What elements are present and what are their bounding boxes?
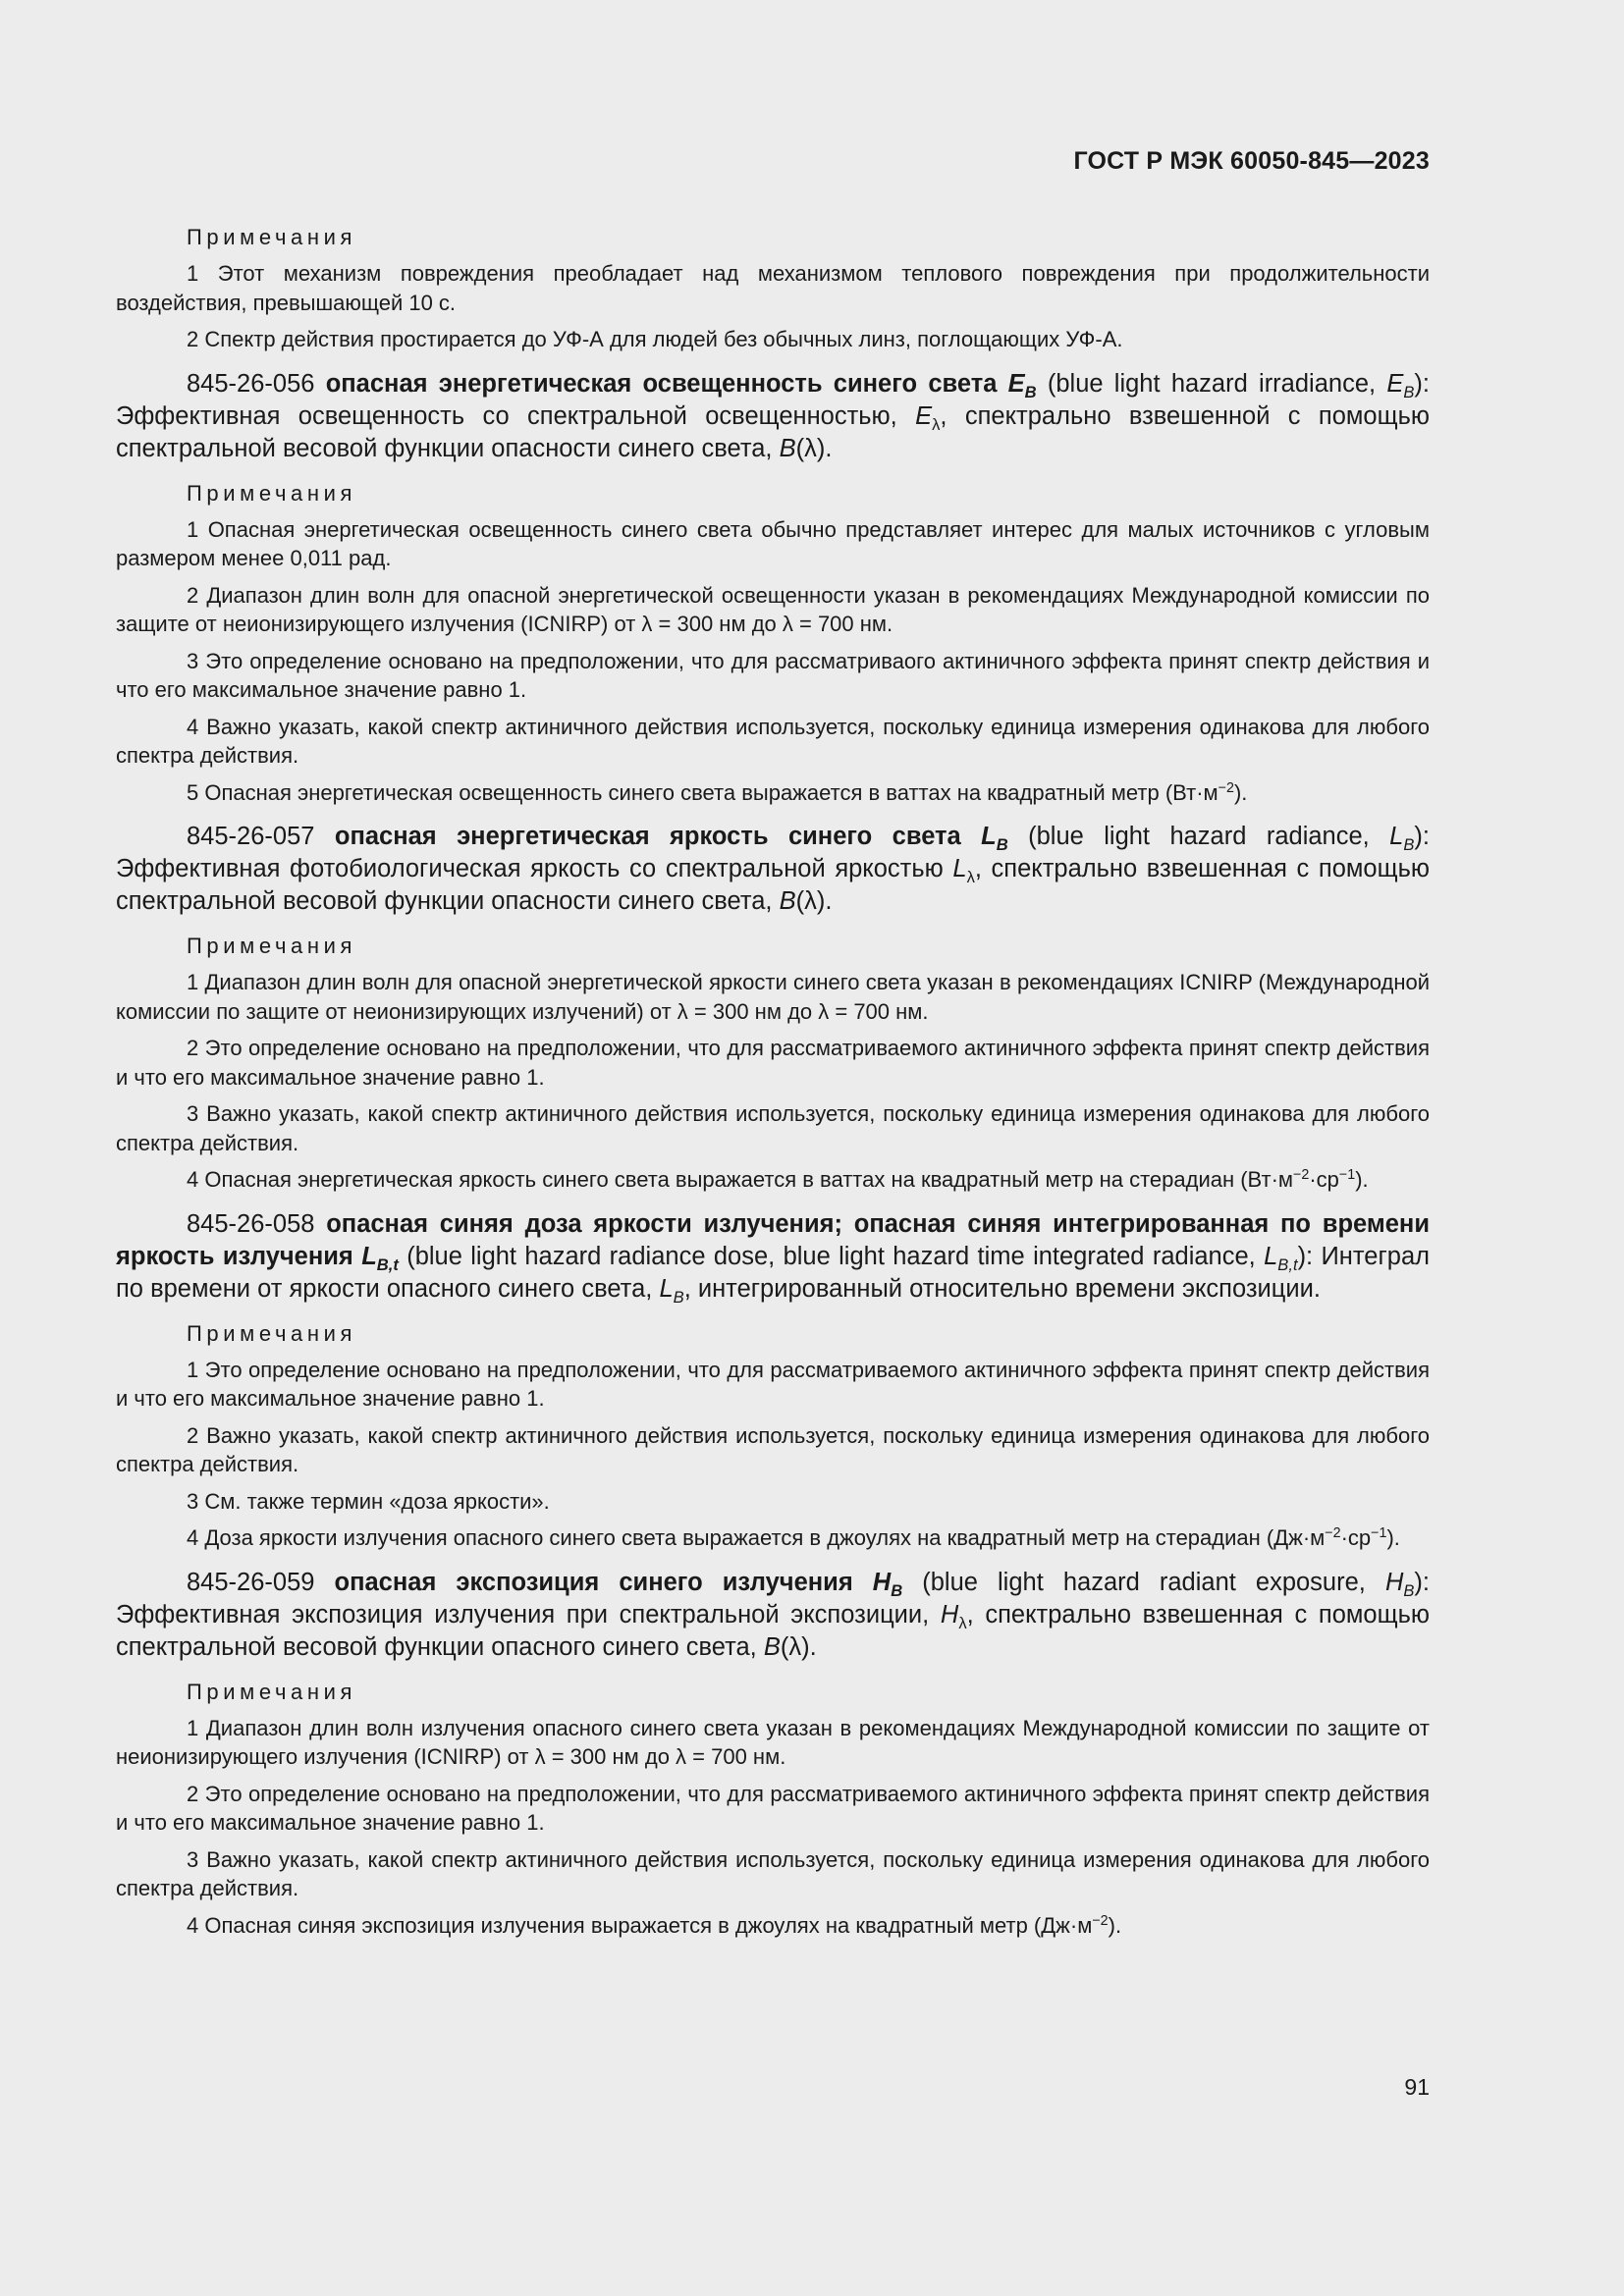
note-item: 4 Важно указать, какой спектр актиничного действия используется, поскольку единица измерения одинакова для любого спектра действия. bbox=[116, 714, 1430, 768]
note-item: 1 Диапазон длин волн для опасной энергетической яркости синего света указан в рекомендациях ICNIRP (Международной комиссии по защите от неионизирующих излучений) от λ = 300 нм до λ = 700 нм. bbox=[116, 970, 1430, 1024]
note-item-unit: 4 Доза яркости излучения опасного синего света выражается в джоулях на квадратный метр на стерадиан $(Дж\cdot м^{-2}\cdot ср^{-1})$. bbox=[187, 1525, 1400, 1550]
notes-title: Примечания bbox=[187, 225, 357, 249]
page-content bbox=[116, 225, 1430, 1948]
term-number: 845-26-058 bbox=[187, 1209, 315, 1238]
term-symbol: L bbox=[981, 823, 997, 850]
term-definition: ): Эффективная фотобиологическая яркость со спектральной яркостью bbox=[116, 823, 1430, 882]
term-symbol: H bbox=[872, 1568, 892, 1596]
note-item-unit: 4 Опасная синяя экспозиция излучения выражается в джоулях на квадратный метр $(Дж\cdot м^{-2})$. bbox=[187, 1912, 1122, 1938]
term-definition: ): Эффективная освещенность со спектральной освещенностью, bbox=[116, 369, 1430, 430]
note-item: 3 Это определение основано на предположении, что для рассматриваого актиничного эффекта принят спектр действия и что его максимальное значение равно 1. bbox=[116, 648, 1430, 702]
term-number: 845-26-059 bbox=[187, 1568, 315, 1596]
term-symbol: L bbox=[361, 1242, 377, 1270]
note-item: 3 Важно указать, какой спектр актиничного действия используется, поскольку единица измерения одинакова для любого спектра действия. bbox=[116, 1846, 1430, 1900]
term-number: 845-26-056 bbox=[187, 369, 315, 398]
note-item: 1 Это определение основано на предположении, что для рассматриваемого актиничного эффекта принят спектр действия и что его максимальное значение равно 1. bbox=[116, 1357, 1430, 1411]
notes-title: Примечания bbox=[187, 1320, 357, 1346]
term-english: blue light hazard irradiance, bbox=[1056, 369, 1377, 398]
notes-title: Примечания bbox=[187, 480, 357, 506]
note-item: 3 См. также термин «доза яркости». bbox=[187, 1488, 550, 1514]
term-number: 845-26-057 bbox=[187, 823, 315, 850]
term-name: опасная энергетическая освещенность синего света $E_B$ bbox=[325, 369, 1037, 401]
term-entry-845-26-056: 845-26-056 опасная энергетическая освещенность синего света $E_B$ (blue light hazard irradiance, $E_B$): Эффективная освещенность со спектральной освещенностью, $E_\lambda$, спектрально взвешенной с помощью спектральной весовой функции опасности синего света, B(λ). bbox=[116, 369, 1430, 462]
term-name: опасная энергетическая яркость синего света $L_B$ bbox=[334, 823, 1008, 854]
term-entry-845-26-059: 845-26-059 опасная экспозиция синего излучения $H_B$ (blue light hazard radiant exposure, $H_B$): Эффективная экспозиция излучения при спектральной экспозиции, $H_\lambda$, спектрально взвешенная с помощью спектральной весовой функции опасного синего света, B(λ). bbox=[116, 1568, 1430, 1661]
note-item: 3 Важно указать, какой спектр актиничного действия используется, поскольку единица измерения одинакова для любого спектра действия. bbox=[116, 1101, 1430, 1155]
term-entry-845-26-057: 845-26-057 опасная энергетическая яркость синего света $L_B$ (blue light hazard radiance, $L_B$): Эффективная фотобиологическая яркость со спектральной яркостью $L_\lambda$, спектрально взвешенная с помощью спектральной весовой функции опасности синего света, B(λ). bbox=[116, 823, 1430, 915]
term-definition: ): Эффективная экспозиция излучения при спектральной экспозиции, bbox=[116, 1568, 1430, 1629]
term-name: опасная экспозиция синего излучения $H_B$ bbox=[334, 1568, 903, 1600]
note-item: 2 Важно указать, какой спектр актиничного действия используется, поскольку единица измерения одинакова для любого спектра действия. bbox=[116, 1422, 1430, 1476]
note-item: 2 Это определение основано на предположении, что для рассматриваемого актиничного эффекта принят спектр действия и что его максимальное значение равно 1. bbox=[116, 1781, 1430, 1835]
notes-title: Примечания bbox=[187, 934, 357, 958]
term-entry-845-26-058: 845-26-058 опасная синяя доза яркости излучения; опасная синяя интегрированная по времени яркость излучения $L_{B,t}$ (blue light hazard radiance dose, blue light hazard time integrated radiance, $L_{B,t}$): Интеграл по времени от яркости опасного синего света, $L_B$, интегрированный относительно времени экспозиции. bbox=[116, 1209, 1431, 1307]
note-item: 1 Диапазон длин волн излучения опасного синего света указан в рекомендациях Международной комиссии по защите от неионизирующего излучения (ICNIRP) от λ = 300 нм до λ = 700 нм. bbox=[116, 1715, 1430, 1769]
term-english: blue light hazard radiant exposure, bbox=[930, 1568, 1366, 1596]
note-item: 2 Спектр действия простирается до УФ-А для людей без обычных линз, поглощающих УФ-А. bbox=[187, 327, 1123, 351]
note-item: 1 Этот механизм повреждения преобладает над механизмом теплового повреждения при продолжительности воздействия, превышающей 10 с. bbox=[116, 261, 1430, 315]
term-name: опасная синяя доза яркости излучения; опасная синяя интегрированная по времени яркость излучения $L_{B,t}$ bbox=[116, 1209, 1430, 1274]
term-english: blue light hazard radiance, bbox=[1036, 823, 1370, 850]
page-number: 91 bbox=[1404, 2074, 1430, 2100]
term-definition: ): Интеграл по времени от яркости опасного синего света, bbox=[116, 1242, 1431, 1303]
note-item-unit: 4 Опасная энергетическая яркость синего света выражается в ваттах на квадратный метр на стерадиан $(Вт\cdot м^{-2}\cdot ср^{-1})$. bbox=[187, 1167, 1369, 1192]
term-english: blue light hazard radiance dose, blue light hazard time integrated radiance, bbox=[414, 1242, 1256, 1270]
standard-code-header: ГОСТ Р МЭК 60050-845—2023 bbox=[1073, 147, 1430, 175]
term-symbol: E bbox=[1007, 369, 1025, 398]
note-item: 2 Это определение основано на предположении, что для рассматриваемого актиничного эффекта принят спектр действия и что его максимальное значение равно 1. bbox=[116, 1036, 1430, 1090]
note-item: 1 Опасная энергетическая освещенность синего света обычно представляет интерес для малых источников с угловым размером менее 0,011 рад. bbox=[116, 516, 1430, 570]
note-item-unit: 5 Опасная энергетическая освещенность синего света выражается в ваттах на квадратный метр $(Вт\cdot м^{-2})$. bbox=[187, 779, 1248, 805]
notes-title: Примечания bbox=[187, 1679, 357, 1704]
note-item: 2 Диапазон длин волн для опасной энергетической освещенности указан в рекомендациях Международной комиссии по защите от неионизирующего излучения (ICNIRP) от λ = 300 нм до λ = 700 нм. bbox=[116, 582, 1430, 636]
